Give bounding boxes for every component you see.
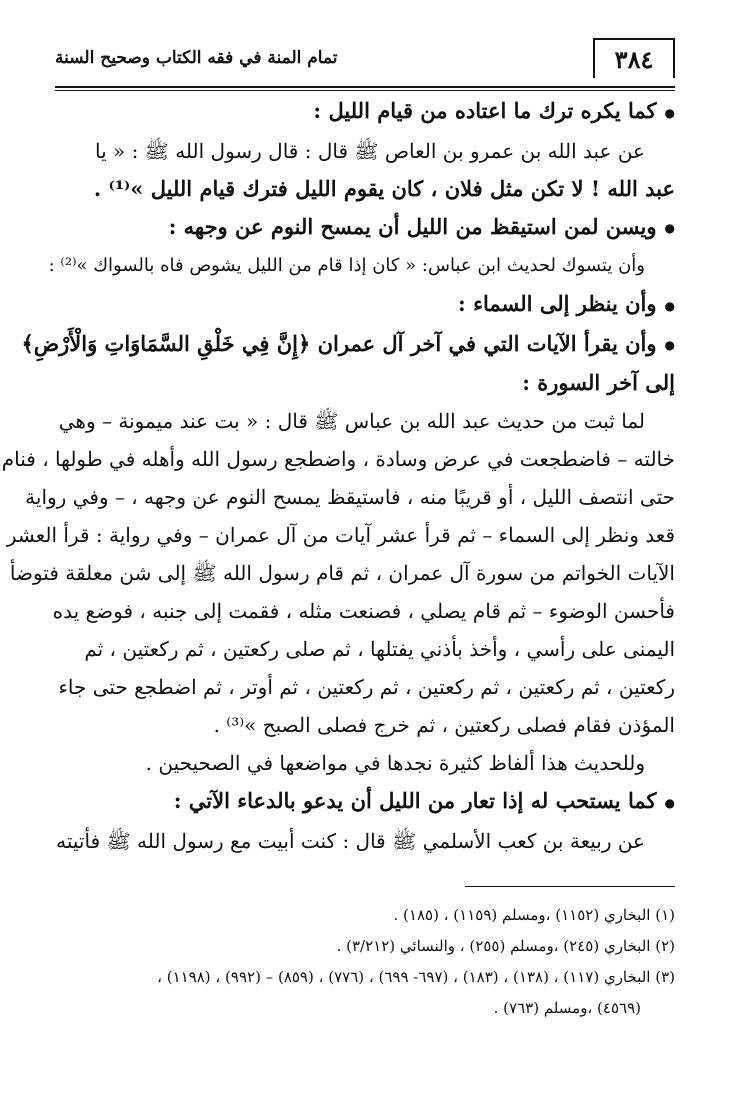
body-line-17: المؤذن فقام فصلى ركعتين ، ثم خرج فصلى الصبح »⁽³⁾ . bbox=[213, 713, 675, 737]
body-line-15: اليمنى على رأسي ، وأخذ بأذني يفتلها ، ثم صلى ركعتين ، ثم ركعتين ، ثم bbox=[84, 637, 675, 661]
body-line-9: لما ثبت من حديث عبد الله بن عباس ﷺ قال : « بت عند ميمونة – وهي bbox=[58, 409, 645, 433]
body-line-18: وللحديث هذا ألفاظ كثيرة نجدها في مواضعها في الصحيحين . bbox=[145, 751, 645, 775]
body-line-7: ● وأن يقرأ الآيات التي في آخر آل عمران ﴿إِنَّ فِي خَلْقِ السَّمَاوَاتِ وَالْأَرْضِ﴾ bbox=[55, 325, 675, 365]
body-line-20: عن ربيعة بن كعب الأسلمي ﷺ قال : كنت أبيت مع رسول الله ﷺ فأتيته bbox=[56, 828, 645, 853]
body-line-6: ● وأن ينظر إلى السماء : bbox=[55, 285, 675, 325]
footnote-3-continued: (٤٥٦٩) ،ومسلم (٧٦٣) . bbox=[493, 999, 641, 1017]
body-line-13: الآيات الخواتم من سورة آل عمران ، ثم قام رسول الله ﷺ إلى شن معلقة فتوضأ bbox=[9, 561, 675, 585]
body-line-19: ● كما يستحب له إذا تعار من الليل أن يدعو بالدعاء الآتي : bbox=[55, 782, 675, 822]
body-line-2: عن عبد الله بن عمرو بن العاص ﷺ قال : قال رسول الله ﷺ : « يا bbox=[94, 138, 645, 163]
footnotes bbox=[55, 900, 675, 1024]
body-line-4: ● ويسن لمن استيقظ من الليل أن يمسح النوم عن وجهه : bbox=[55, 208, 675, 248]
body-line-16: ركعتين ، ثم ركعتين ، ثم ركعتين ، ثم ركعتين ، ثم أوتر ، ثم اضطجع حتى جاء bbox=[58, 675, 675, 699]
body-line-5: وأن يتسوك لحديث ابن عباس: « كان إذا قام من الليل يشوص فاه بالسواك »⁽²⁾ : bbox=[48, 255, 645, 276]
header-rule-thin bbox=[55, 90, 675, 91]
footnote-1: (١) البخاري (١١٥٢) ،ومسلم (١١٥٩) ، (١٨٥) . bbox=[393, 906, 675, 924]
header-rule bbox=[55, 86, 675, 88]
body-line-8: إلى آخر السورة : bbox=[522, 370, 675, 395]
footnote-3: (٣) البخاري (١١٧) ، (١٣٨) ، (١٨٣) ، (٦٩٧- ٦٩٩) ، (٧٧٦) ، (٨٥٩) – (٩٩٢) ، (١١٩٨) ، bbox=[157, 968, 675, 986]
body-text bbox=[1, 92, 675, 860]
footnote-2: (٢) البخاري (٢٤٥) ،ومسلم (٢٥٥) ، والنسائي (٣/٢١٢) . bbox=[336, 937, 675, 955]
body-line-12: قعد ونظر إلى السماء – ثم قرأ عشر آيات من آل عمران – وفي رواية : قرأ العشر bbox=[6, 523, 675, 547]
page-number: ٣٨٤ bbox=[593, 38, 675, 78]
page-header bbox=[55, 34, 675, 82]
body-line-11: حتى انتصف الليل ، أو قريبًا منه ، فاستيقظ يمسح النوم عن وجهه ، – وفي رواية bbox=[25, 485, 675, 509]
body-line-10: خالته – فاضطجعت في عرض وسادة ، واضطجع رسول الله وأهله في طولها ، فنام bbox=[1, 447, 675, 471]
body-line-3: عبد الله ! لا تكن مثل فلان ، كان يقوم الليل فترك قيام الليل »⁽¹⁾ . bbox=[93, 175, 675, 201]
body-line-1: ● كما يكره ترك ما اعتاده من قيام الليل : bbox=[55, 92, 675, 132]
body-line-14: فأحسن الوضوء – ثم قام يصلي ، فصنعت مثله ، فقمت إلى جنبه ، فوضع يده bbox=[52, 599, 675, 623]
running-title: تمام المنة في فقه الكتاب وصحيح السنة bbox=[55, 48, 338, 68]
footnote-separator bbox=[465, 886, 675, 887]
